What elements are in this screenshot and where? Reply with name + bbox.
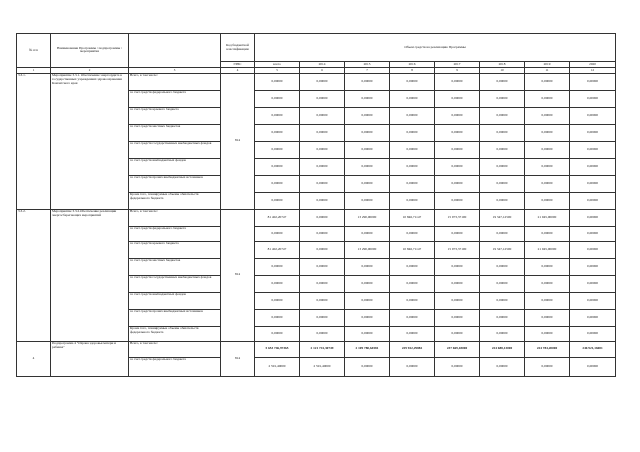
amount-cell: 0,00000 [255, 158, 300, 175]
amount-cell: 0,00000 [390, 275, 435, 292]
amount-cell: 0,00000 [480, 90, 525, 107]
amount-cell: 0,00000 [435, 357, 480, 376]
amount-cell: 0,00000 [480, 124, 525, 141]
amount-cell: 0,00000 [345, 90, 390, 107]
funding-source: за счет средств внебюджетных фондов [129, 158, 221, 175]
amount-cell: 0,00000 [255, 107, 300, 124]
grbs-code: 814 [221, 209, 255, 341]
amount-cell: 0,00000 [255, 90, 300, 107]
amount-cell: 15 973,37100 [435, 209, 480, 226]
grbs-code: 814 [221, 73, 255, 209]
amount-cell: 2 121 741,30749 [300, 341, 345, 357]
funding-source: за счет средств федерального бюджета [129, 357, 221, 376]
amount-cell: 0,00000 [390, 357, 435, 376]
amount-cell: 0,00000 [435, 258, 480, 275]
amount-cell: 246 921,16001 [570, 341, 616, 357]
amount-cell: 0,00000 [300, 141, 345, 158]
amount-cell: 0,00000 [435, 73, 480, 90]
amount-cell: 229 922,29882 [390, 341, 435, 357]
funding-source: Всего, в том числе: [129, 73, 221, 90]
amount-cell: 0,00000 [345, 326, 390, 341]
amount-cell: 0,00000 [300, 309, 345, 326]
amount-cell: 0,00000 [525, 192, 570, 209]
amount-cell: 224 688,13000 [480, 341, 525, 357]
amount-cell: 0,00000 [525, 326, 570, 341]
amount-cell: 0,00000 [345, 107, 390, 124]
amount-cell: 0,00000 [255, 275, 300, 292]
amount-cell: 0,00000 [480, 326, 525, 341]
amount-cell: 10 846,71147 [390, 209, 435, 226]
amount-cell: 0,00000 [345, 73, 390, 90]
amount-cell: 0,00000 [390, 158, 435, 175]
amount-cell: 0,00000 [570, 73, 616, 90]
amount-cell: 0,00000 [345, 124, 390, 141]
amount-cell: 0,00000 [390, 107, 435, 124]
funding-source: за счет средств государственных внебюджетных фондов [129, 141, 221, 158]
amount-cell: 21 945,00000 [525, 241, 570, 258]
amount-cell: 0,00000 [390, 192, 435, 209]
amount-cell: 0,00000 [345, 357, 390, 376]
index-cell: 1 [17, 67, 51, 73]
funding-source: за счет средств прочих внебюджетных источников [129, 309, 221, 326]
index-cell: 11 [525, 67, 570, 73]
amount-cell: 0,00000 [570, 292, 616, 309]
amount-cell: 15 973,37100 [435, 241, 480, 258]
amount-cell: 0,00000 [525, 141, 570, 158]
amount-cell: 0,00000 [525, 275, 570, 292]
index-cell: 2 [51, 67, 129, 73]
amount-cell: 0,00000 [345, 309, 390, 326]
amount-cell: 0,00000 [300, 292, 345, 309]
funding-source: за счет средств внебюджетных фондов [129, 292, 221, 309]
funding-source: за счет средств федерального бюджета [129, 90, 221, 107]
amount-cell: 0,00000 [390, 175, 435, 192]
amount-cell: 0,00000 [525, 73, 570, 90]
header-year: 2014 [300, 62, 345, 68]
funding-source: Всего, в том числе: [129, 209, 221, 226]
amount-cell: 0,00000 [345, 292, 390, 309]
amount-cell: 0,00000 [525, 90, 570, 107]
amount-cell: 0,00000 [300, 107, 345, 124]
funding-source: Всего, в том числе: [129, 341, 221, 357]
amount-cell: 0,00000 [570, 226, 616, 241]
header-grbs: ГРБС [221, 62, 255, 68]
amount-cell: 0,00000 [480, 107, 525, 124]
amount-cell: 0,00000 [480, 258, 525, 275]
amount-cell: 0,00000 [390, 258, 435, 275]
amount-cell: 19 347,12500 [480, 241, 525, 258]
header-blank [129, 34, 221, 68]
table-row [17, 209, 616, 226]
funding-source: за счет средств краевого бюджета [129, 107, 221, 124]
index-cell: 7 [345, 67, 390, 73]
amount-cell: 0,00000 [255, 141, 300, 158]
amount-cell: 0,00000 [570, 258, 616, 275]
amount-cell: 0,00000 [525, 292, 570, 309]
amount-cell: 0,00000 [300, 175, 345, 192]
amount-cell: 0,00000 [255, 226, 300, 241]
amount-cell: 0,00000 [480, 226, 525, 241]
amount-cell: 0,00000 [480, 309, 525, 326]
index-cell: 9 [435, 67, 480, 73]
amount-cell: 0,00000 [345, 258, 390, 275]
amount-cell: 0,00000 [345, 226, 390, 241]
amount-cell: 0,00000 [480, 292, 525, 309]
amount-cell: 0,00000 [570, 107, 616, 124]
amount-cell: 0,00000 [300, 90, 345, 107]
amount-cell: 0,00000 [255, 73, 300, 90]
header-num: № п/п [17, 34, 51, 68]
amount-cell: 0,00000 [480, 141, 525, 158]
amount-cell: 0,00000 [480, 175, 525, 192]
amount-cell: 0,00000 [345, 158, 390, 175]
activity-name: Мероприятие 3.3.2.Обеспечение реализации энергосберегающих мероприятий [51, 209, 129, 341]
amount-cell: 13 290,00000 [345, 209, 390, 226]
funding-source: за счет средств государственных внебюджетных фондов [129, 275, 221, 292]
amount-cell: 0,00000 [435, 326, 480, 341]
amount-cell: 0,00000 [390, 124, 435, 141]
header-year: 2020 [570, 62, 616, 68]
amount-cell: 0,00000 [255, 258, 300, 275]
amount-cell: 81 402,20747 [255, 209, 300, 226]
funding-source: Кроме того, планируемые объемы обязательств федерального бюджета [129, 192, 221, 209]
amount-cell: 224 784,20000 [525, 341, 570, 357]
row-number: 4 [17, 341, 51, 376]
amount-cell: 0,00000 [390, 326, 435, 341]
amount-cell: 0,00000 [345, 275, 390, 292]
table-body [17, 73, 616, 376]
header-name: Наименование Программы / подпрограммы / мероприятия [51, 34, 129, 68]
amount-cell: 0,00000 [390, 90, 435, 107]
amount-cell: 0,00000 [525, 226, 570, 241]
amount-cell: 0,00000 [390, 226, 435, 241]
activity-name: Мероприятие 3.3.1. Обеспечение энергоаудита в государственных учреждениях здравоохранения Камчатского края [51, 73, 129, 209]
amount-cell: 0,00000 [300, 275, 345, 292]
grbs-code: 814 [221, 341, 255, 376]
amount-cell: 0,00000 [570, 124, 616, 141]
amount-cell: 0,00000 [435, 275, 480, 292]
amount-cell: 0,00000 [570, 357, 616, 376]
amount-cell: 0,00000 [390, 309, 435, 326]
index-cell: 6 [300, 67, 345, 73]
amount-cell: 19 347,12500 [480, 209, 525, 226]
amount-cell: 0,00000 [525, 258, 570, 275]
funding-source: за счет средств федерального бюджета [129, 226, 221, 241]
amount-cell: 0,00000 [525, 175, 570, 192]
amount-cell: 0,00000 [435, 292, 480, 309]
amount-cell: 0,00000 [255, 175, 300, 192]
amount-cell: 0,00000 [525, 107, 570, 124]
header-volume: Объем средств на реализацию Программы [255, 34, 616, 62]
table-row [17, 73, 616, 90]
amount-cell: 2 591,40000 [255, 357, 300, 376]
index-cell: 10 [480, 67, 525, 73]
amount-cell: 0,00000 [345, 141, 390, 158]
amount-cell: 81 402,20747 [255, 241, 300, 258]
table-row [17, 341, 616, 357]
amount-cell: 0,00000 [435, 175, 480, 192]
amount-cell: 0,00000 [435, 90, 480, 107]
amount-cell: 13 290,00000 [345, 241, 390, 258]
amount-cell: 0,00000 [435, 192, 480, 209]
header-year: 2019 [525, 62, 570, 68]
amount-cell: 2 591,40000 [300, 357, 345, 376]
funding-source: за счет средств местных бюджетов [129, 124, 221, 141]
amount-cell: 0,00000 [525, 158, 570, 175]
amount-cell: 0,00000 [300, 124, 345, 141]
amount-cell: 0,00000 [255, 326, 300, 341]
amount-cell: 0,00000 [570, 326, 616, 341]
amount-cell: 0,00000 [480, 158, 525, 175]
amount-cell: 0,00000 [570, 209, 616, 226]
amount-cell: 0,00000 [390, 292, 435, 309]
amount-cell: 0,00000 [255, 124, 300, 141]
header-year: 2015 [345, 62, 390, 68]
amount-cell: 237 669,18000 [435, 341, 480, 357]
amount-cell: 0,00000 [300, 192, 345, 209]
amount-cell: 0,00000 [480, 192, 525, 209]
amount-cell: 2 109 780,64581 [345, 341, 390, 357]
amount-cell: 0,00000 [570, 158, 616, 175]
index-cell: 12 [570, 67, 616, 73]
program-funding-table [16, 33, 616, 377]
amount-cell: 0,00000 [255, 309, 300, 326]
amount-cell: 0,00000 [300, 241, 345, 258]
amount-cell: 0,00000 [480, 357, 525, 376]
amount-cell: 0,00000 [435, 226, 480, 241]
amount-cell: 0,00000 [480, 275, 525, 292]
amount-cell: 0,00000 [525, 357, 570, 376]
amount-cell: 0,00000 [390, 141, 435, 158]
amount-cell: 0,00000 [300, 209, 345, 226]
header-year: 2018 [480, 62, 525, 68]
amount-cell: 0,00000 [345, 192, 390, 209]
amount-cell: 0,00000 [435, 158, 480, 175]
row-number: 3.3.1. [17, 73, 51, 209]
amount-cell: 0,00000 [435, 124, 480, 141]
funding-source: за счет средств местных бюджетов [129, 258, 221, 275]
amount-cell: 0,00000 [570, 241, 616, 258]
funding-source: за счет средств прочих внебюджетных источников [129, 175, 221, 192]
amount-cell: 0,00000 [570, 275, 616, 292]
header-year: всего [255, 62, 300, 68]
amount-cell: 0,00000 [570, 309, 616, 326]
amount-cell: 0,00000 [390, 73, 435, 90]
amount-cell: 0,00000 [300, 73, 345, 90]
amount-cell: 0,00000 [435, 141, 480, 158]
amount-cell: 0,00000 [300, 326, 345, 341]
amount-cell: 0,00000 [525, 124, 570, 141]
header-kbk: Код бюджетной классификации [221, 34, 255, 62]
activity-name: Подпрограмма 4 "Охрана здоровья матери и ребенка" [51, 341, 129, 376]
header-year: 2016 [390, 62, 435, 68]
amount-cell: 0,00000 [255, 192, 300, 209]
amount-cell: 0,00000 [345, 175, 390, 192]
index-cell: 4 [221, 67, 255, 73]
funding-source: Кроме того, планируемые объемы обязательств федерального бюджета [129, 326, 221, 341]
amount-cell: 0,00000 [570, 175, 616, 192]
amount-cell: 0,00000 [570, 192, 616, 209]
amount-cell: 5 653 746,97365 [255, 341, 300, 357]
amount-cell: 21 945,00000 [525, 209, 570, 226]
amount-cell: 0,00000 [570, 90, 616, 107]
row-number: 3.3.2. [17, 209, 51, 341]
index-cell: 3 [129, 67, 221, 73]
amount-cell: 0,00000 [435, 107, 480, 124]
amount-cell: 0,00000 [255, 292, 300, 309]
amount-cell: 10 846,71147 [390, 241, 435, 258]
amount-cell: 0,00000 [300, 226, 345, 241]
index-cell: 5 [255, 67, 300, 73]
amount-cell: 0,00000 [570, 141, 616, 158]
amount-cell: 0,00000 [300, 158, 345, 175]
amount-cell: 0,00000 [480, 73, 525, 90]
header-year: 2017 [435, 62, 480, 68]
amount-cell: 0,00000 [525, 309, 570, 326]
index-cell: 8 [390, 67, 435, 73]
funding-source: за счет средств краевого бюджета [129, 241, 221, 258]
amount-cell: 0,00000 [435, 309, 480, 326]
amount-cell: 0,00000 [300, 258, 345, 275]
